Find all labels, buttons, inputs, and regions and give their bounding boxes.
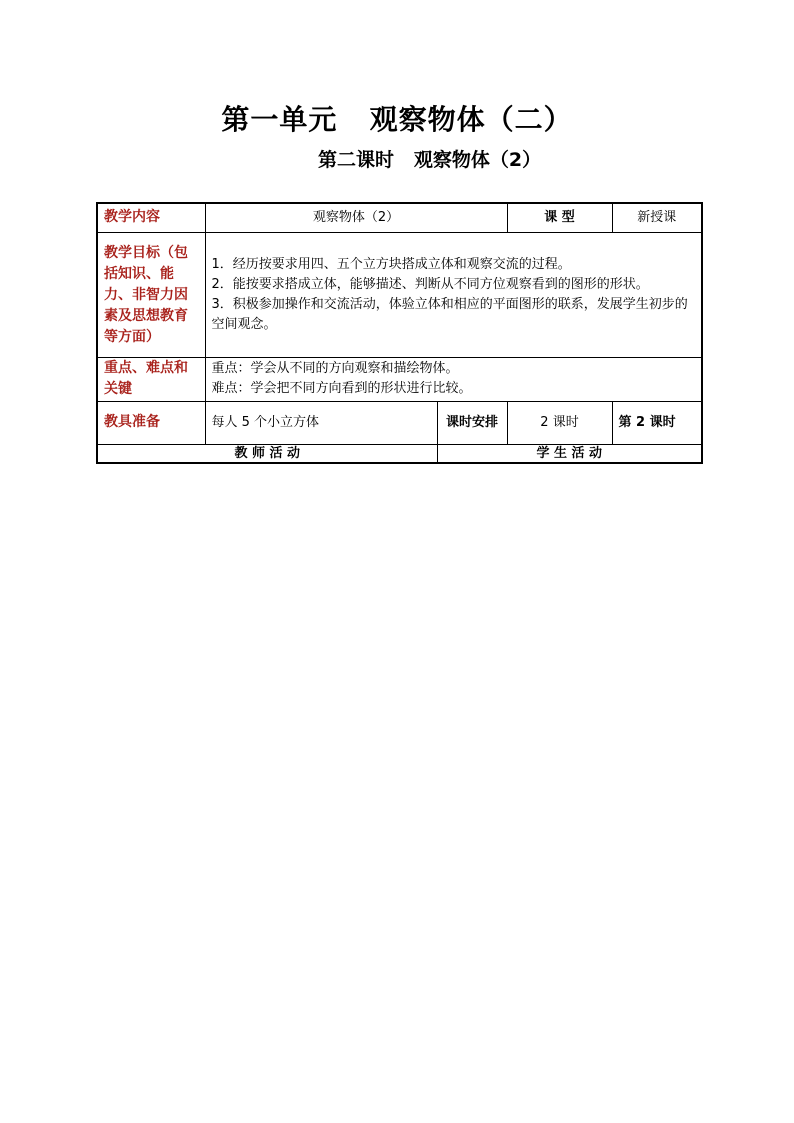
student-activity-header: 学 生 活 动	[437, 444, 702, 463]
lesson-plan-table	[96, 202, 703, 464]
schedule-value: 2 课时	[507, 401, 612, 444]
page-title: 第一单元 观察物体（二）	[221, 103, 573, 136]
label-teaching-goals: 教学目标（包括知识、能力、非智力因素及思想教育等方面）	[97, 232, 205, 357]
teaching-tools-value: 每人 5 个小立方体	[205, 401, 437, 444]
teacher-activity-header: 教 师 活 动	[97, 444, 437, 463]
page-subtitle: 第二课时 观察物体（2）	[318, 149, 542, 171]
label-teaching-content: 教学内容	[97, 203, 205, 232]
table-row-content	[97, 203, 702, 232]
label-schedule: 课时安排	[437, 401, 507, 444]
teaching-content-value: 观察物体（2）	[205, 203, 507, 232]
goal-item-3: 3．积极参加操作和交流活动，体验立体和相应的平面图形的联系，发展学生初步的空间观念。	[211, 296, 688, 332]
difficult-point-text: 难点：学会把不同方向看到的形状进行比较。	[211, 381, 472, 396]
goal-item-1: 1．经历按要求用四、五个立方块搭成立体和观察交流的过程。	[211, 256, 571, 272]
lesson-number: 第 2 课时	[612, 401, 702, 444]
table-row-goals	[97, 232, 702, 357]
label-lesson-type: 课 型	[507, 203, 612, 232]
table-row-activities	[97, 444, 702, 463]
table-row-tools	[97, 401, 702, 444]
key-points-content	[205, 357, 702, 401]
label-teaching-tools: 教具准备	[97, 401, 205, 444]
lesson-type-value: 新授课	[612, 203, 702, 232]
key-point-text: 重点：学会从不同的方向观察和描绘物体。	[211, 361, 459, 376]
goal-item-2: 2．能按要求搭成立体，能够描述、判断从不同方位观察看到的图形的形状。	[211, 276, 649, 292]
label-key-points: 重点、难点和关键	[97, 357, 205, 401]
table-row-key-points	[97, 357, 702, 401]
teaching-goals-list	[205, 232, 702, 357]
